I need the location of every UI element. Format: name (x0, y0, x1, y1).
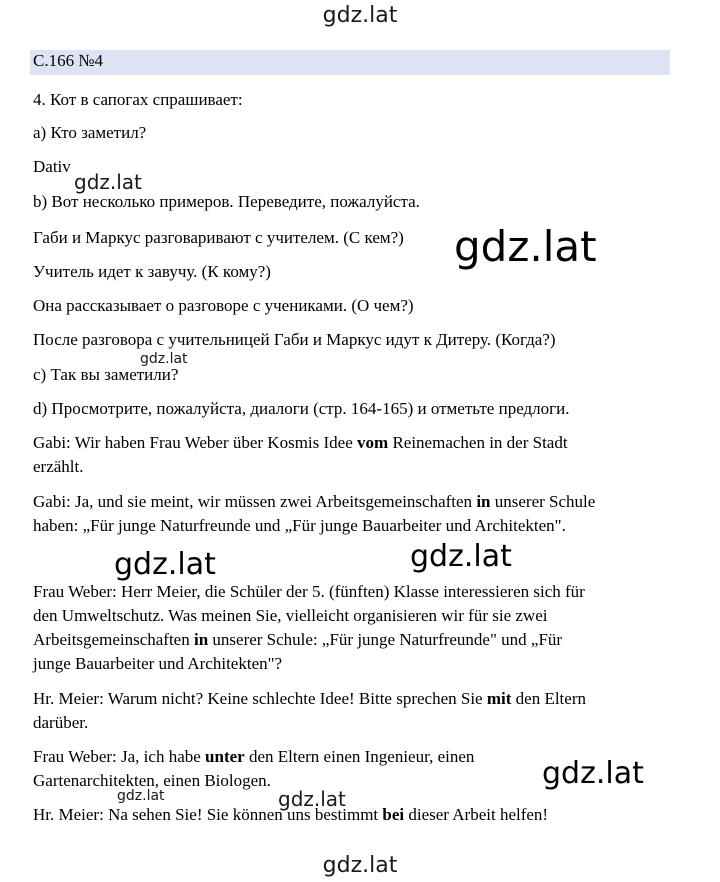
dialog-line (33, 490, 595, 514)
watermark-bottom: gdz.lat (322, 853, 398, 878)
dialog-text: dieser Arbeit helfen! (404, 805, 549, 824)
dialog-line (33, 745, 474, 769)
dialog-line: Gartenarchitekten, einen Biologen. (33, 771, 271, 790)
dialog-text: den Eltern einen Ingenieur, einen (244, 747, 475, 766)
dialog-text: unserer Schule (490, 492, 596, 511)
header-bar (30, 50, 670, 75)
dialog-text: Arbeitsgemeinschaften (33, 630, 194, 649)
dialog-text: Hr. Meier: Na sehen Sie! Sie können uns bestimmt (33, 805, 383, 824)
example-line-1: Габи и Маркус разговаривают с учителем. (С кем?) (33, 228, 404, 247)
dialog-line: Frau Weber: Herr Meier, die Schüler der 5. (fünften) Klasse interessieren sich für (33, 582, 585, 601)
preposition-highlight: vom (357, 433, 389, 452)
preposition-highlight: in (193, 630, 209, 649)
watermark: gdz.lat (114, 547, 216, 582)
example-line-4: После разговора с учительницей Габи и Маркус идут к Дитеру. (Когда?) (33, 330, 556, 349)
dialog-line: darüber. (33, 713, 89, 732)
preposition-highlight: in (476, 492, 491, 511)
task-item-d: d) Просмотрите, пожалуйста, диалоги (стр. 164-165) и отметьте предлоги. (33, 399, 570, 418)
watermark-top: gdz.lat (322, 3, 398, 28)
preposition-highlight: bei (382, 805, 405, 824)
example-line-3: Она рассказывает о разговоре с учениками. (О чем?) (33, 296, 414, 315)
watermark: gdz.lat (140, 351, 188, 367)
task-item-c: c) Так вы заметили? (33, 365, 179, 384)
dialog-text: Frau Weber: Ja, ich habe (33, 747, 206, 766)
preposition-highlight: unter (205, 747, 245, 766)
dialog-line: junge Bauarbeiter und Architekten"? (33, 654, 283, 673)
dialog-line (33, 687, 586, 711)
dialog-text: Reinemachen in der Stadt (388, 433, 568, 452)
task-answer-dativ: Dativ (33, 157, 71, 176)
dialog-text: Gabi: Ja, und sie meint, wir müssen zwei Arbeitsgemeinschaften (33, 492, 477, 511)
dialog-line: haben: „Für junge Naturfreunde und „Für junge Bauarbeiter und Architekten". (33, 516, 566, 535)
dialog-line (33, 431, 568, 455)
dialog-line: erzählt. (33, 457, 84, 476)
page-title: С.166 №4 (33, 51, 104, 70)
watermark: gdz.lat (454, 222, 597, 271)
dialog-text: den Eltern (511, 689, 586, 708)
preposition-highlight: mit (486, 689, 512, 708)
watermark: gdz.lat (74, 170, 142, 194)
dialog-text: Hr. Meier: Warum nicht? Keine schlechte Idee! Bitte sprechen Sie (33, 689, 487, 708)
dialog-line: den Umweltschutz. Was meinen Sie, vielleicht organisieren wir für sie zwei (33, 606, 548, 625)
watermark: gdz.lat (542, 756, 644, 791)
dialog-line (33, 628, 562, 652)
task-heading: 4. Кот в сапогах спрашивает: (33, 90, 243, 109)
watermark: gdz.lat (278, 787, 346, 811)
dialog-text: Gabi: Wir haben Frau Weber über Kosmis Idee (33, 433, 358, 452)
task-item-a: a) Кто заметил? (33, 123, 147, 142)
example-line-2: Учитель идет к завучу. (К кому?) (33, 262, 271, 281)
task-item-b: b) Вот несколько примеров. Переведите, пожалуйста. (33, 192, 420, 211)
dialog-text: unserer Schule: „Für junge Naturfreunde" und „Für (208, 630, 563, 649)
watermark: gdz.lat (410, 539, 512, 574)
watermark: gdz.lat (117, 788, 165, 804)
